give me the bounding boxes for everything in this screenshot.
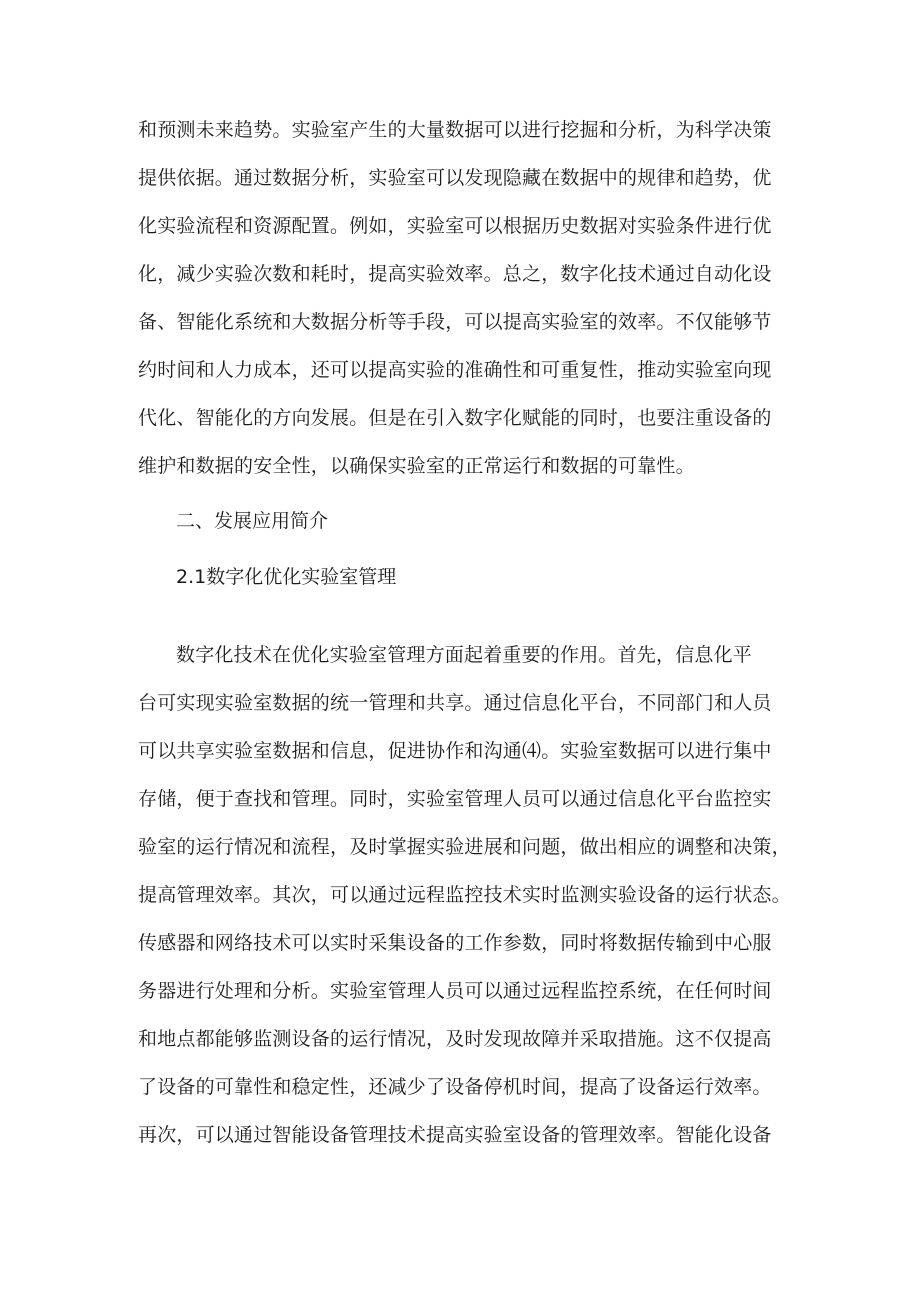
paragraph-1-line-6: 约时间和人力成本，还可以提高实验的准确性和可重复性，推动实验室向现: [138, 359, 772, 381]
paragraph-1-line-1: 和预测未来趋势。实验室产生的大量数据可以进行挖掘和分析，为科学决策: [138, 119, 772, 141]
paragraph-2-line-1: 数字化技术在优化实验室管理方面起着重要的作用。首先，信息化平: [176, 644, 753, 666]
paragraph-1-line-3: 化实验流程和资源配置。例如，实验室可以根据历史数据对实验条件进行优: [138, 215, 772, 237]
paragraph-1-line-5: 备、智能化系统和大数据分析等手段，可以提高实验室的效率。不仅能够节: [138, 311, 772, 333]
section-heading: 二、发展应用简介: [176, 510, 329, 532]
paragraph-1-line-7: 代化、智能化的方向发展。但是在引入数字化赋能的同时，也要注重设备的: [138, 407, 772, 429]
paragraph-1-line-2: 提供依据。通过数据分析，实验室可以发现隐藏在数据中的规律和趋势，优: [138, 167, 772, 189]
paragraph-1-line-8: 维护和数据的安全性，以确保实验室的正常运行和数据的可靠性。: [138, 455, 695, 477]
paragraph-1-line-4: 化，减少实验次数和耗时，提高实验效率。总之，数字化技术通过自动化设: [138, 263, 772, 285]
paragraph-2-line-3: 可以共享实验室数据和信息，促进协作和沟通⑷。实验室数据可以进行集中: [138, 740, 772, 762]
paragraph-2-line-10: 了设备的可靠性和稳定性，还减少了设备停机时间，提高了设备运行效率。: [138, 1076, 772, 1098]
paragraph-2-line-4: 存储，便于查找和管理。同时，实验室管理人员可以通过信息化平台监控实: [138, 788, 772, 810]
paragraph-2-line-7: 传感器和网络技术可以实时采集设备的工作参数，同时将数据传输到中心服: [138, 932, 772, 954]
paragraph-2-line-2: 台可实现实验室数据的统一管理和共享。通过信息化平台，不同部门和人员: [138, 692, 772, 714]
paragraph-2-line-9: 和地点都能够监测设备的运行情况，及时发现故障并采取措施。这不仅提高: [138, 1028, 772, 1050]
paragraph-2-line-6: 提高管理效率。其次，可以通过远程监控技术实时监测实验设备的运行状态。: [138, 884, 791, 906]
paragraph-2-line-5: 验室的运行情况和流程，及时掌握实验进展和问题，做出相应的调整和决策，: [138, 836, 791, 858]
subsection-heading: 2.1数字化优化实验室管理: [176, 566, 397, 588]
paragraph-2-line-8: 务器进行处理和分析。实验室管理人员可以通过远程监控系统，在任何时间: [138, 980, 772, 1002]
paragraph-2-line-11: 再次，可以通过智能设备管理技术提高实验室设备的管理效率。智能化设备: [138, 1124, 772, 1146]
